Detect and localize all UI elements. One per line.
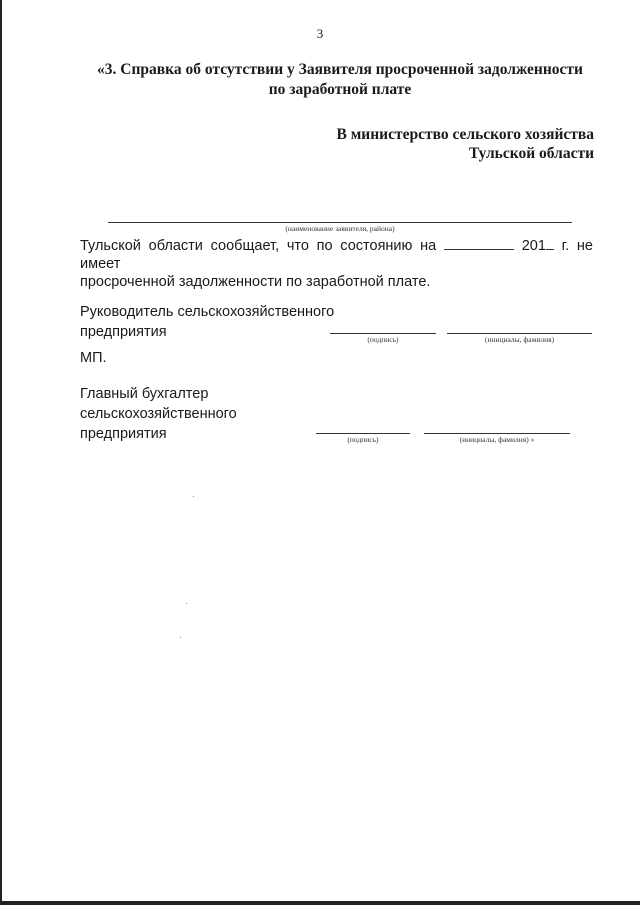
accountant-signature-caption: (подпись) — [347, 435, 379, 444]
statement-line-2: просроченной задолженности по заработной плате. — [80, 274, 431, 290]
accountant-signature-line — [316, 433, 410, 434]
applicant-name-line — [108, 222, 572, 223]
head-signature-caption: (подпись) — [367, 335, 399, 344]
statement-part-1: Тульской области сообщает, что по состоянию на — [80, 238, 437, 254]
addressee-block — [337, 125, 594, 163]
page-number: 3 — [316, 26, 324, 41]
addressee-line-2: Тульской области — [469, 145, 594, 162]
statement-part-2: г. не имеет — [80, 238, 593, 272]
scan-speck — [180, 637, 181, 638]
year-prefix: 201 — [521, 238, 546, 254]
scan-left-edge — [0, 0, 2, 905]
year-blank — [546, 239, 554, 250]
accountant-label — [80, 384, 237, 444]
accountant-label-line-3: предприятия — [80, 426, 167, 442]
date-blank — [444, 237, 514, 250]
accountant-label-line-2: сельскохозяйственного — [80, 406, 237, 422]
addressee-line-1: В министерство сельского хозяйства — [336, 126, 594, 143]
document-title — [60, 60, 620, 100]
scan-speck — [186, 603, 187, 604]
head-label — [80, 302, 334, 342]
head-label-line-1: Руководитель сельскохозяйственного — [80, 304, 335, 320]
head-name-caption: (инициалы, фамилия) — [484, 335, 555, 344]
accountant-name-caption: (инициалы, фамилия) » — [459, 435, 535, 444]
title-line-1: «3. Справка об отсутствии у Заявителя просроченной задолженности — [97, 61, 583, 78]
head-label-line-2: предприятия — [80, 324, 167, 340]
scan-speck — [193, 496, 194, 497]
head-signature-line — [330, 333, 436, 334]
accountant-name-line — [424, 433, 570, 434]
title-line-2: по заработной плате — [268, 81, 412, 98]
head-name-line — [447, 333, 592, 334]
stamp-label: МП. — [80, 350, 107, 366]
scan-bottom-edge — [0, 901, 640, 905]
accountant-label-line-1: Главный бухгалтер — [80, 386, 209, 402]
statement-line-1 — [80, 237, 593, 273]
applicant-caption: (наименование заявителя, района) — [285, 224, 395, 233]
statement-text — [80, 237, 593, 291]
